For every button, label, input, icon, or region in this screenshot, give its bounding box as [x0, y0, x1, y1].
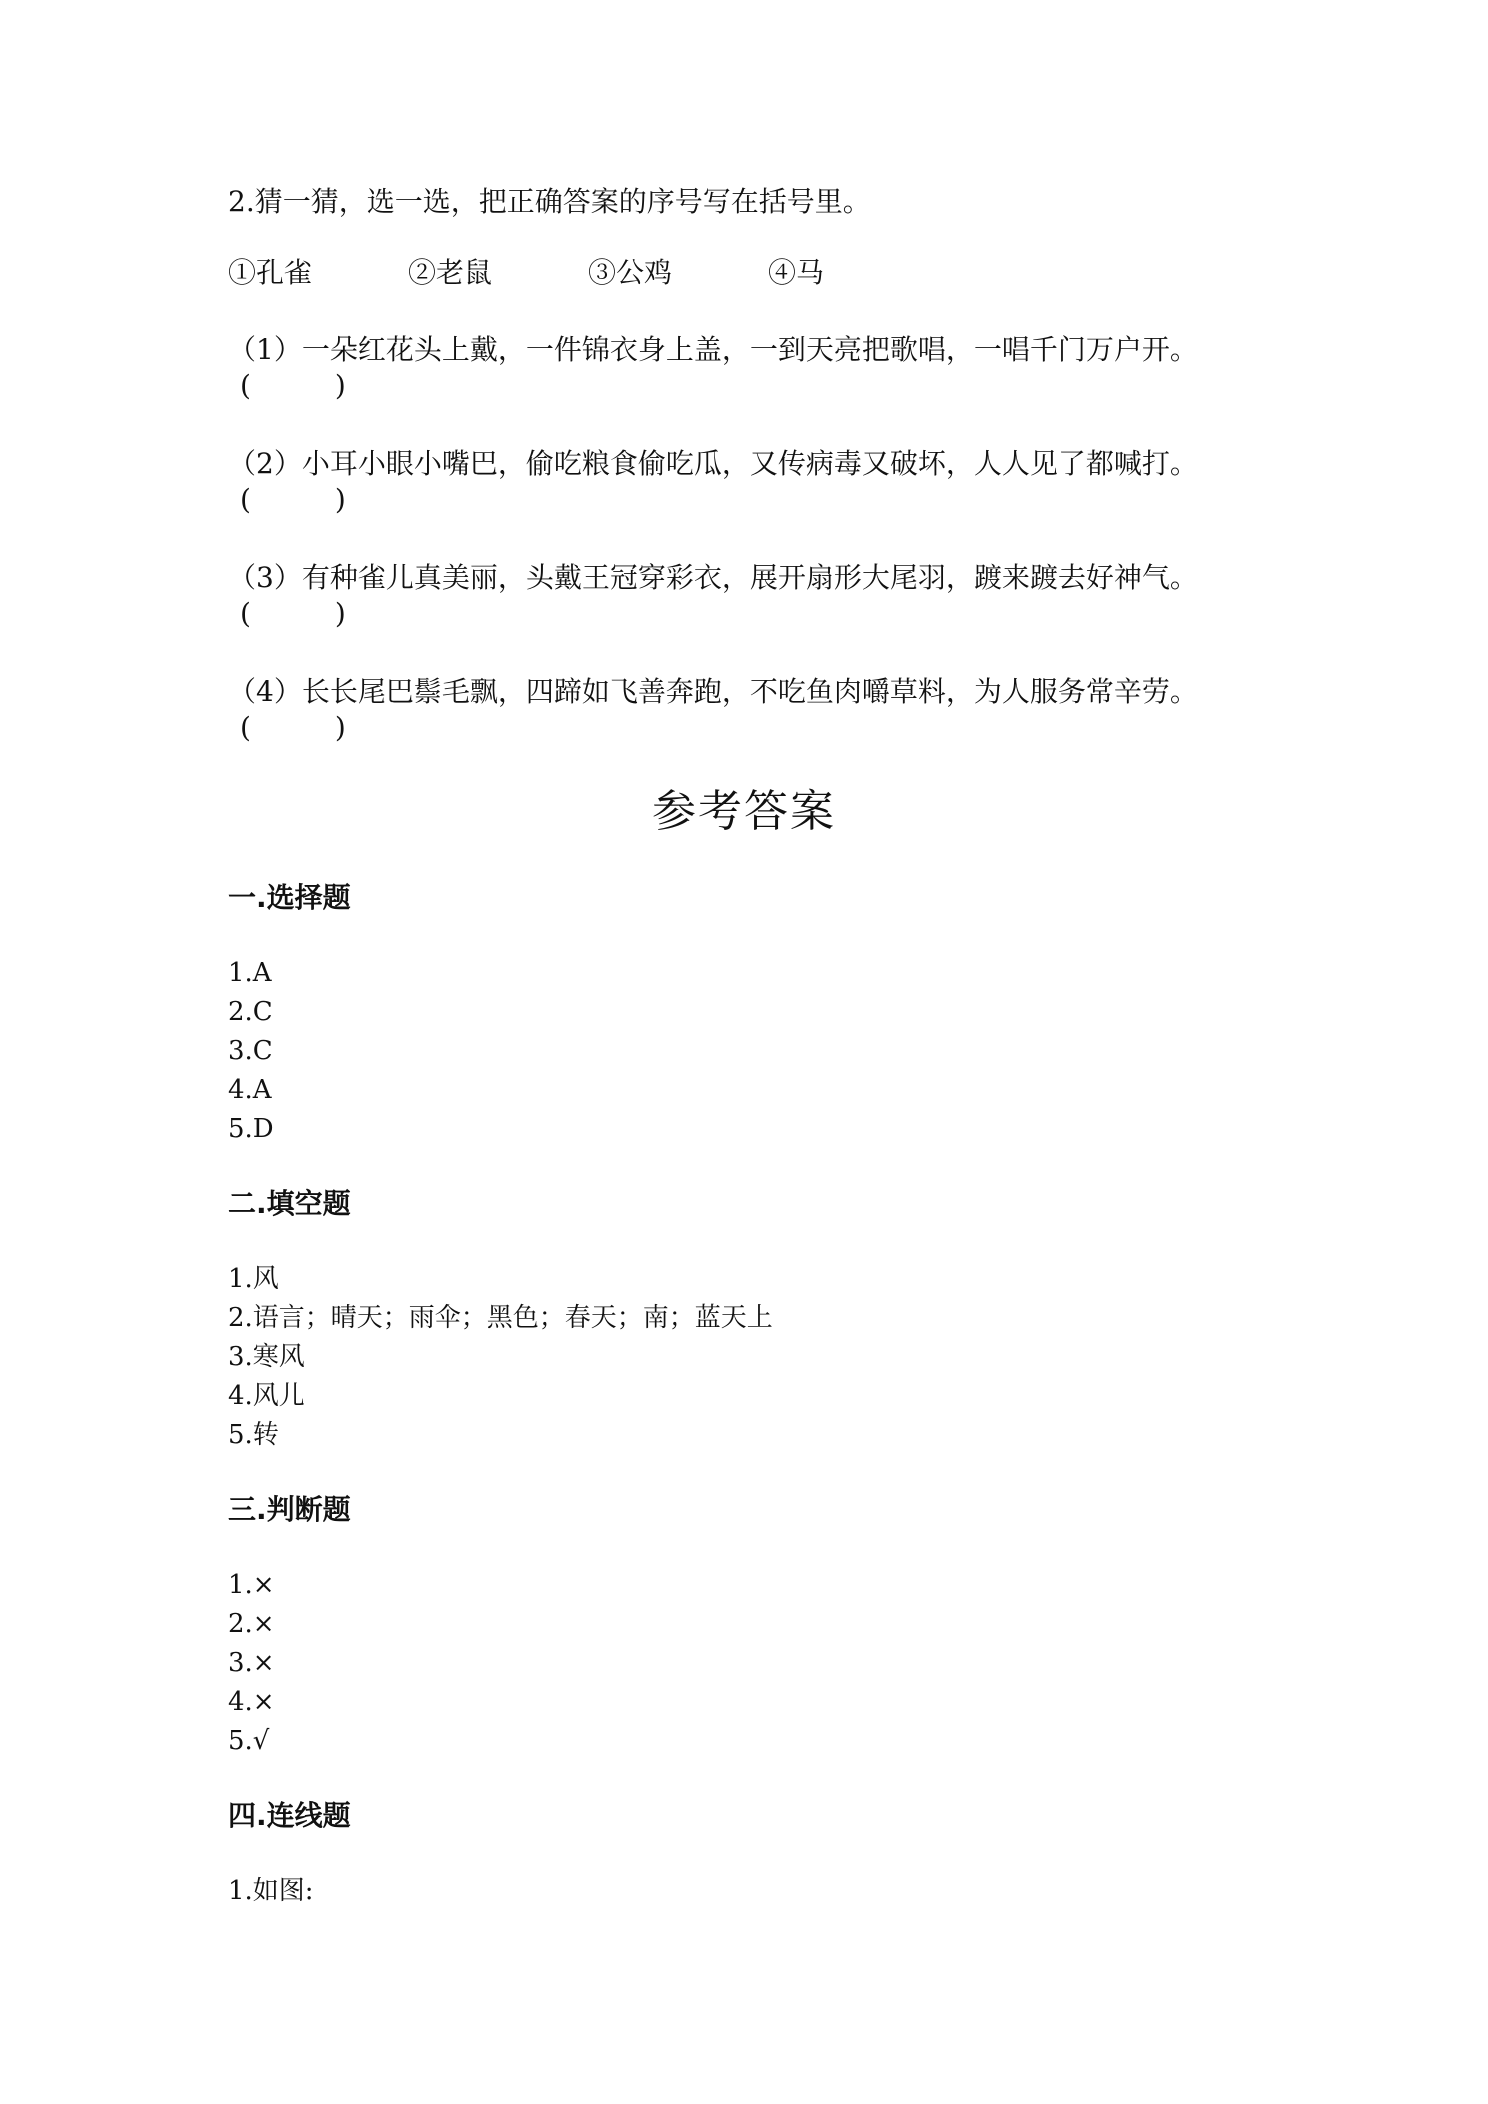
- answer-line: 1.×: [228, 1570, 275, 1600]
- option-rooster: ③公鸡: [588, 256, 673, 289]
- option-horse: ④马: [768, 256, 825, 289]
- question-prompt: 2.猜一猜，选一选，把正确答案的序号写在括号里。: [228, 185, 871, 218]
- answer-line: 3.C: [228, 1036, 273, 1066]
- section-heading-judge: 三.判断题: [228, 1493, 351, 1526]
- answer-blank-4[interactable]: ( ): [240, 711, 346, 744]
- riddle-4: （4）长长尾巴鬃毛飘，四蹄如飞善奔跑，不吃鱼肉嚼草料，为人服务常辛劳。: [228, 675, 1198, 708]
- answer-blank-3[interactable]: ( ): [240, 597, 346, 630]
- answer-line: 1.A: [228, 958, 272, 988]
- section-heading-choice: 一.选择题: [228, 881, 351, 914]
- answer-line: 4.×: [228, 1687, 275, 1717]
- riddle-2: （2）小耳小眼小嘴巴，偷吃粮食偷吃瓜，又传病毒又破坏，人人见了都喊打。: [228, 447, 1198, 480]
- section-heading-fill: 二.填空题: [228, 1187, 351, 1220]
- answer-line: 5.转: [228, 1420, 279, 1450]
- answer-blank-1[interactable]: ( ): [240, 369, 346, 402]
- answer-line: 2.×: [228, 1609, 275, 1639]
- answer-line: 2.语言；晴天；雨伞；黑色；春天；南；蓝天上: [228, 1303, 773, 1333]
- answers-title: 参考答案: [652, 786, 836, 837]
- option-mouse: ②老鼠: [408, 256, 493, 289]
- answer-line: 3.×: [228, 1648, 275, 1678]
- riddle-1: （1）一朵红花头上戴，一件锦衣身上盖，一到天亮把歌唱，一唱千门万户开。: [228, 333, 1198, 366]
- answer-line: 4.A: [228, 1075, 272, 1105]
- answer-line: 2.C: [228, 997, 273, 1027]
- answer-line: 1.如图:: [228, 1876, 314, 1906]
- riddle-3: （3）有种雀儿真美丽，头戴王冠穿彩衣，展开扇形大尾羽，踱来踱去好神气。: [228, 561, 1198, 594]
- answer-line: 5.D: [228, 1114, 274, 1144]
- answer-line: 5.√: [228, 1726, 270, 1756]
- answer-line: 3.寒风: [228, 1342, 305, 1372]
- answer-line: 4.风儿: [228, 1381, 305, 1411]
- answer-line: 1.风: [228, 1264, 279, 1294]
- option-peacock: ①孔雀: [228, 256, 313, 289]
- answer-blank-2[interactable]: ( ): [240, 483, 346, 516]
- section-heading-matching: 四.连线题: [228, 1799, 351, 1832]
